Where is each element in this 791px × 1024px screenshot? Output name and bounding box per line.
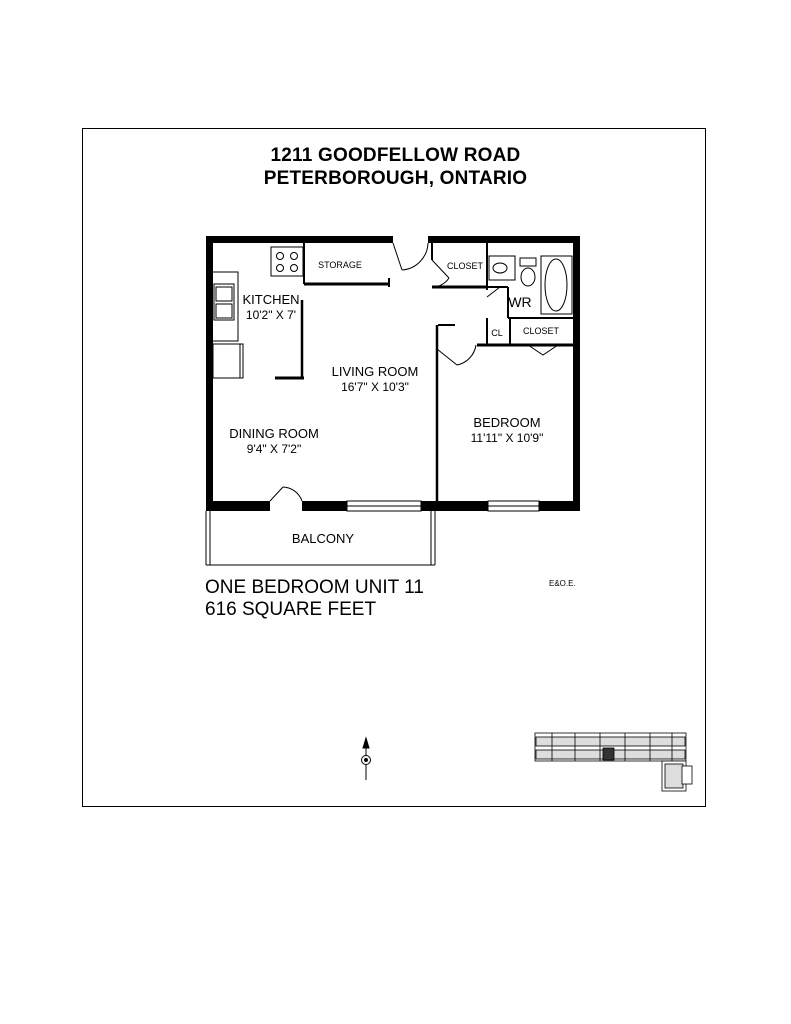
stove-icon [271, 247, 303, 276]
unit-area: 616 SQUARE FEET [205, 599, 377, 620]
dining-room-name-label: DINING ROOM [229, 426, 319, 441]
address-line-2: PETERBOROUGH, ONTARIO [263, 168, 528, 189]
dining-room-size-label: 9'4" X 7'2" [246, 442, 302, 456]
closet-entry-label: CLOSET [446, 261, 484, 271]
living-room-size-label: 16'7" X 10'3" [341, 380, 409, 394]
kitchen-name-label: KITCHEN [242, 292, 300, 307]
living-room-name-label: LIVING ROOM [331, 364, 419, 379]
fridge-icon [213, 344, 243, 378]
washroom-label: WR [508, 294, 532, 310]
key-plan-icon [535, 733, 692, 791]
storage-label: STORAGE [318, 260, 362, 270]
toilet-icon [521, 268, 535, 286]
address-line-1: 1211 GOODFELLOW ROAD [270, 145, 521, 166]
bedroom-name-label: BEDROOM [473, 415, 541, 430]
closet-hall-label: CL [491, 328, 503, 338]
basin-icon [493, 263, 507, 273]
kitchen-size-label: 10'2" X 7' [245, 308, 297, 322]
disclaimer: E&O.E. [549, 579, 576, 588]
balcony-label: BALCONY [291, 531, 355, 546]
closet-bedroom-label: CLOSET [522, 326, 560, 336]
bedroom-size-label: 11'11" X 10'9" [470, 431, 544, 445]
unit-name: ONE BEDROOM UNIT 11 [205, 577, 424, 598]
north-arrow-icon [362, 738, 371, 780]
